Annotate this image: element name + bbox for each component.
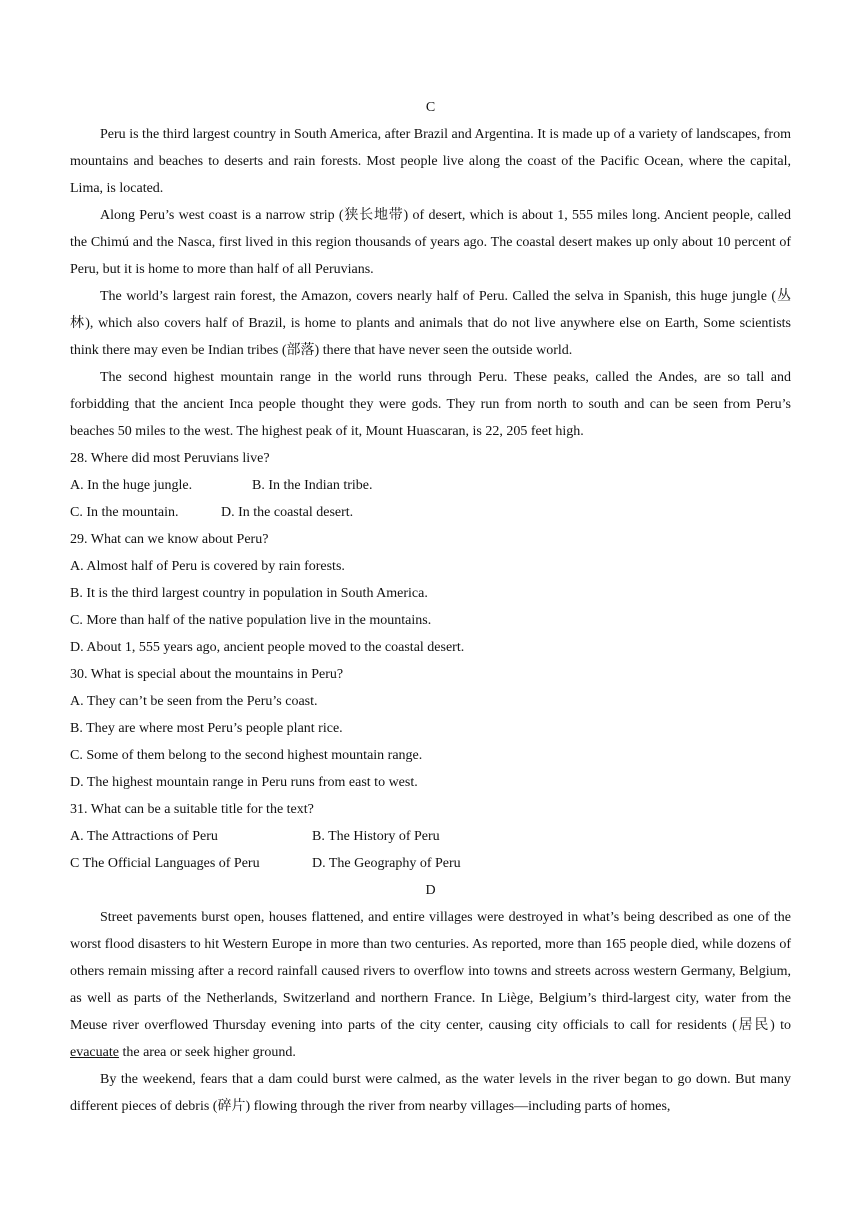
option-a: A. In the huge jungle. bbox=[70, 478, 193, 493]
question-stem: 30. What is special about the mountains in Peru? bbox=[70, 667, 344, 682]
option-row bbox=[70, 850, 791, 877]
section-d-heading: D bbox=[425, 883, 436, 898]
option-c: C The Official Languages of Peru bbox=[70, 856, 260, 871]
option-b: B. The History of Peru bbox=[312, 829, 440, 844]
section-c-heading: C bbox=[425, 100, 436, 115]
option-c: C. More than half of the native population live in the mountains. bbox=[70, 613, 432, 628]
passage-d-paragraph-2: By the weekend, fears that a dam could burst were calmed, as the water levels in the river began to go down. But many different pieces of debris (碎片) flowing through the river from nearby villages—including parts of homes, bbox=[70, 1072, 791, 1114]
exam-page bbox=[70, 94, 791, 1120]
question-31 bbox=[70, 796, 791, 877]
option-c: C. In the mountain. bbox=[70, 505, 179, 520]
passage-c-paragraph-2: Along Peru’s west coast is a narrow strip (狭长地带) of desert, which is about 1, 555 miles long. Ancient people, called the Chimú and the Nasca, first lived in this region thousands of years ago. The coastal desert makes up only about 10 percent of Peru, but it is home to more than half of all Peruvians. bbox=[70, 208, 791, 277]
question-28 bbox=[70, 445, 791, 526]
option-row bbox=[70, 499, 791, 526]
option-c: C. Some of them belong to the second highest mountain range. bbox=[70, 748, 423, 763]
option-a: A. Almost half of Peru is covered by rain forests. bbox=[70, 559, 345, 574]
passage-c-paragraph-3: The world’s largest rain forest, the Amazon, covers nearly half of Peru. Called the selva in Spanish, this huge jungle (丛林), which also covers half of Brazil, is home to plants and animals that do not live anywhere else on Earth, Some scientists think there may even be Indian tribes (部落) there that have never seen the outside world. bbox=[70, 289, 791, 358]
option-b: B. They are where most Peru’s people plant rice. bbox=[70, 721, 343, 736]
question-29 bbox=[70, 526, 791, 661]
passage-c-paragraph-4: The second highest mountain range in the world runs through Peru. These peaks, called the Andes, are so tall and forbidding that the ancient Inca people thought they were gods. They run from north to south and can be seen from Peru’s beaches 50 miles to the west. The highest peak of it, Mount Huascaran, is 22, 205 feet high. bbox=[70, 370, 791, 439]
question-stem: 31. What can be a suitable title for the text? bbox=[70, 802, 314, 817]
option-d: D. The Geography of Peru bbox=[312, 856, 461, 871]
option-a: A. The Attractions of Peru bbox=[70, 829, 218, 844]
option-d: D. About 1, 555 years ago, ancient people moved to the coastal desert. bbox=[70, 640, 465, 655]
passage-c-paragraph-1: Peru is the third largest country in South America, after Brazil and Argentina. It is made up of a variety of landscapes, from mountains and beaches to deserts and rain forests. Most people live along the coast of the Pacific Ocean, where the capital, Lima, is located. bbox=[70, 127, 791, 196]
option-row bbox=[70, 472, 791, 499]
question-stem: 29. What can we know about Peru? bbox=[70, 532, 269, 547]
underlined-word: evacuate bbox=[70, 1045, 119, 1060]
option-b: B. It is the third largest country in population in South America. bbox=[70, 586, 428, 601]
question-30 bbox=[70, 661, 791, 796]
paragraph-text: Street pavements burst open, houses flattened, and entire villages were destroyed in what’s being described as one of the worst flood disasters to hit Western Europe in more than two centuries. As reported, more than 165 people died, while dozens of others remain missing after a record rainfall caused rivers to overflow into towns and streets across western Germany, Belgium, as well as parts of the Netherlands, Switzerland and northern France. In Liège, Belgium’s third-largest city, water from the Meuse river overflowed Thursday evening into parts of the city center, causing city officials to call for residents (居民) to bbox=[70, 910, 791, 1033]
question-stem: 28. Where did most Peruvians live? bbox=[70, 451, 270, 466]
option-b: B. In the Indian tribe. bbox=[252, 478, 373, 493]
passage-d-paragraph-1 bbox=[70, 904, 791, 1066]
option-a: A. They can’t be seen from the Peru’s coast. bbox=[70, 694, 318, 709]
paragraph-text: the area or seek higher ground. bbox=[118, 1045, 296, 1060]
option-d: D. In the coastal desert. bbox=[221, 505, 354, 520]
option-row bbox=[70, 823, 791, 850]
option-d: D. The highest mountain range in Peru runs from east to west. bbox=[70, 775, 418, 790]
